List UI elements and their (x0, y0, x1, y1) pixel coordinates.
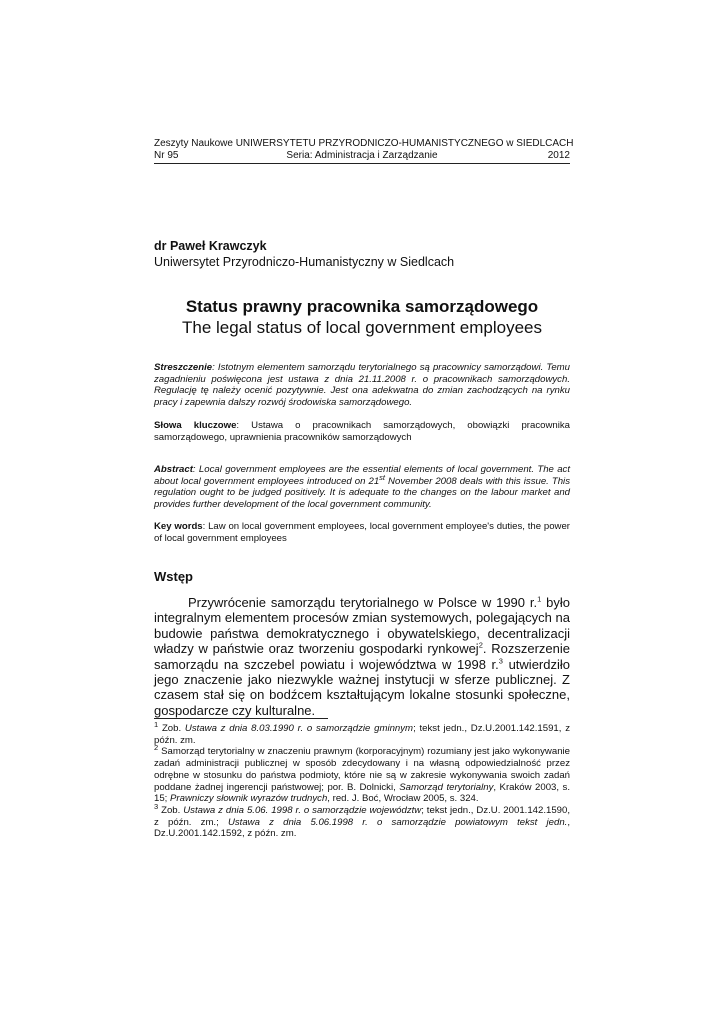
journal-header: Zeszyty Naukowe UNIWERSYTETU PRZYRODNICZO-HUMANISTYCZNEGO w SIEDLCACH (154, 138, 574, 149)
section-heading: Wstęp (154, 569, 193, 584)
keywords-english-label: Key words (154, 521, 203, 532)
footnotes (154, 719, 571, 840)
issue-number: Nr 95 (154, 150, 179, 161)
abstract-polish (154, 362, 570, 409)
abstract-english (154, 464, 570, 511)
title-polish: Status prawny pracownika samorządowego (185, 297, 539, 316)
keywords-english (154, 521, 570, 544)
issue-line (154, 150, 570, 164)
abstract-english-text: : Local government employees are the essential elements of local government. The act about local government employees introduced on 21 (154, 464, 570, 487)
footnote-3: $^3$ Zob. Ustawa z dnia 5.06. 1998 r. o samorządzie województw; tekst jedn., Dz.U. 2001.142.1590, z późn. zm.; Ustawa z dnia 5.06.1998 r. o samorządzie powiatowym tekst jedn., Dz.U.2001.142.1592, z późn. zm. (154, 801, 570, 840)
keywords-polish-label: Słowa kluczowe (154, 420, 237, 431)
author-affiliation: Uniwersytet Przyrodniczo-Humanistyczny w Siedlcach (154, 255, 455, 269)
series-name: Seria: Administracja i Zarządzanie (286, 150, 438, 161)
keywords-polish-text: : Ustawa o pracownikach samorządowych, obowiązki pracownika samorządowego, uprawnienia pracowników samorządowych (154, 420, 570, 443)
footnote-2: $^2$ Samorząd terytorialny w znaczeniu prawnym (korporacyjnym) rozumiany jest jako wykonywanie zadań administracji publicznej w sposób zdecydowany i na własną odpowiedzialność przez odrębne w stosunku do państwa podmioty, które nie są w zakresie wykonywania swoich zadań poddane żadnej ingerencji państwowej; por. B. Dolnicki, Samorząd terytorialny, Kraków 2003, s. 15; Prawniczy słownik wyrazów trudnych, red. J. Boć, Wrocław 2005, s. 324. (154, 743, 570, 805)
abstract-polish-label: Streszczenie (154, 362, 213, 373)
footnote-separator (154, 718, 328, 719)
keywords-english-text: : Law on local government employees, local government employee's duties, the power of local government employees (154, 521, 570, 544)
abstract-polish-text: : Istotnym elementem samorządu terytorialnego są pracownicy samorządowi. Temu zagadnieniu poświęcona jest ustawa z dnia 21.11.2008 r. o pracownikach samorządowych. Regulację tę należy ocenić pozytywnie. Jest ona adekwatna do zmian zachodzących na rynku pracy i zapewnia dalszy rozwój środowiska samorządowego. (154, 362, 570, 409)
footnote-ref-1[interactable]: 1 (537, 594, 542, 604)
year: 2012 (547, 150, 570, 161)
abstract-english-label: Abstract (154, 464, 193, 475)
body-paragraph: Przywrócenie samorządu terytorialnego w Polsce w 1990 r.$^1$ było integralnym elementem procesów zmian systemowych, polegających na budowie państwa demokratycznego i obywatelskiego, decentralizacji władzy w państwie oraz tworzeniu gospodarki rynkowej$^2$. Rozszerzenie samorządu na szczebel powiatu i województwa w 1998 r.$^3$ utwierdziło jego znaczenie jako niezwykle ważnej instytucji w sferze publicznej. Z czasem stał się on bodźcem kształtującym lokalne stosunki społeczne, gospodarcze czy kulturalne. (154, 594, 570, 718)
abstract-english-text-cont: November 2008 deals with this issue. This regulation ought to be judged positively. It is adequate to the changes on the labour market and provides further development of the local government community. (154, 475, 570, 511)
title-block (154, 296, 570, 338)
footnote-1: $^1$ Zob. Ustawa z dnia 8.03.1990 r. o samorządzie gminnym; tekst jedn., Dz.U.2001.142.1591, z późn. zm. (154, 719, 571, 746)
footnote-ref-3[interactable]: 3 (498, 656, 503, 666)
footnote-ref-2[interactable]: 2 (478, 640, 483, 650)
title-english: The legal status of local government employees (181, 318, 543, 337)
author-block (154, 238, 570, 270)
ordinal-superscript: st (379, 472, 386, 482)
keywords-polish (154, 420, 570, 443)
author-name: dr Paweł Krawczyk (154, 239, 267, 253)
